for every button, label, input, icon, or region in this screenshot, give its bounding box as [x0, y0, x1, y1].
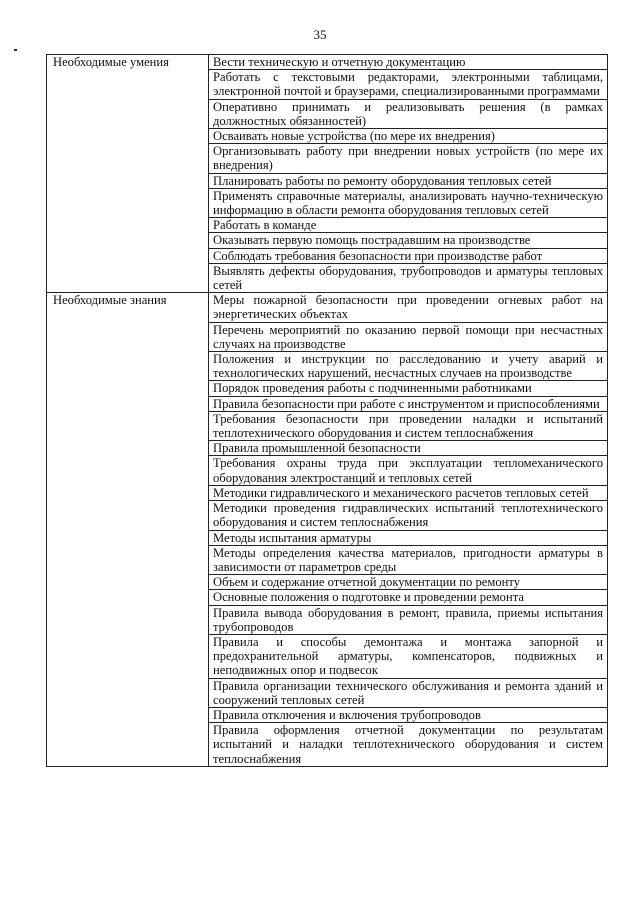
table-cell-item: Организовывать работу при внедрении новых устройств (по мере их внедрения) [209, 144, 608, 173]
competency-table-body [47, 55, 608, 767]
table-cell-item: Соблюдать требования безопасности при производстве работ [209, 248, 608, 263]
table-cell-item: Правила и способы демонтажа и монтажа запорной и предохранительной арматуры, компенсаторов, подвижных и неподвижных опор и подвесок [209, 634, 608, 678]
table-cell-item: Требования охраны труда при эксплуатации тепломеханического оборудования электростанций и тепловых сетей [209, 456, 608, 485]
table-cell-item: Правила организации технического обслуживания и ремонта зданий и сооружений тепловых сетей [209, 678, 608, 707]
table-cell-item: Перечень мероприятий по оказанию первой помощи при несчастных случаях на производстве [209, 322, 608, 351]
competency-table [46, 54, 608, 767]
page-number: 35 [313, 27, 327, 42]
table-cell-item: Положения и инструкции по расследованию и учету аварий и технологических нарушений, несчастных случаев на производстве [209, 352, 608, 381]
table-cell-item: Правила вывода оборудования в ремонт, правила, приемы испытания трубопроводов [209, 605, 608, 634]
section-label: Необходимые знания [47, 293, 209, 767]
table-cell-item: Методы испытания арматуры [209, 530, 608, 545]
section-label: Необходимые умения [47, 55, 209, 293]
table-cell-item: Правила отключения и включения трубопроводов [209, 707, 608, 722]
table-cell-item: Работать в команде [209, 218, 608, 233]
table-cell-item: Объем и содержание отчетной документации по ремонту [209, 575, 608, 590]
table-cell-item: Требования безопасности при проведении наладки и испытаний теплотехнического оборудования и систем теплоснабжения [209, 411, 608, 440]
table-cell-item: Выявлять дефекты оборудования, трубопроводов и арматуры тепловых сетей [209, 263, 608, 292]
table-cell-item: Методы определения качества материалов, пригодности арматуры в зависимости от параметров среды [209, 545, 608, 574]
table-cell-item: Оказывать первую помощь пострадавшим на производстве [209, 233, 608, 248]
table-cell-item: Работать с текстовыми редакторами, электронными таблицами, электронной почтой и браузерами, специализированными программами [209, 70, 608, 99]
table-cell-item: Правила промышленной безопасности [209, 441, 608, 456]
table-row [47, 55, 608, 70]
table-cell-item: Применять справочные материалы, анализировать научно-техническую информацию в области ремонта оборудования тепловых сетей [209, 188, 608, 217]
table-cell-item: Правила оформления отчетной документации по результатам испытаний и наладки теплотехнического оборудования и систем теплоснабжения [209, 723, 608, 767]
table-cell-item: Методики гидравлического и механического расчетов тепловых сетей [209, 485, 608, 500]
table-cell-item: Планировать работы по ремонту оборудования тепловых сетей [209, 173, 608, 188]
table-cell-item: Методики проведения гидравлических испытаний теплотехнического оборудования и систем теплоснабжения [209, 501, 608, 530]
table-cell-item: Меры пожарной безопасности при проведении огневых работ на энергетических объектах [209, 293, 608, 322]
table-cell-item: Основные положения о подготовке и проведении ремонта [209, 590, 608, 605]
margin-mark [14, 49, 17, 51]
table-cell-item: Порядок проведения работы с подчиненными работниками [209, 381, 608, 396]
table-cell-item: Правила безопасности при работе с инструментом и приспособлениями [209, 396, 608, 411]
table-row [47, 293, 608, 322]
table-cell-item: Вести техническую и отчетную документацию [209, 55, 608, 70]
table-cell-item: Оперативно принимать и реализовывать решения (в рамках должностных обязанностей) [209, 99, 608, 128]
table-cell-item: Осваивать новые устройства (по мере их внедрения) [209, 129, 608, 144]
